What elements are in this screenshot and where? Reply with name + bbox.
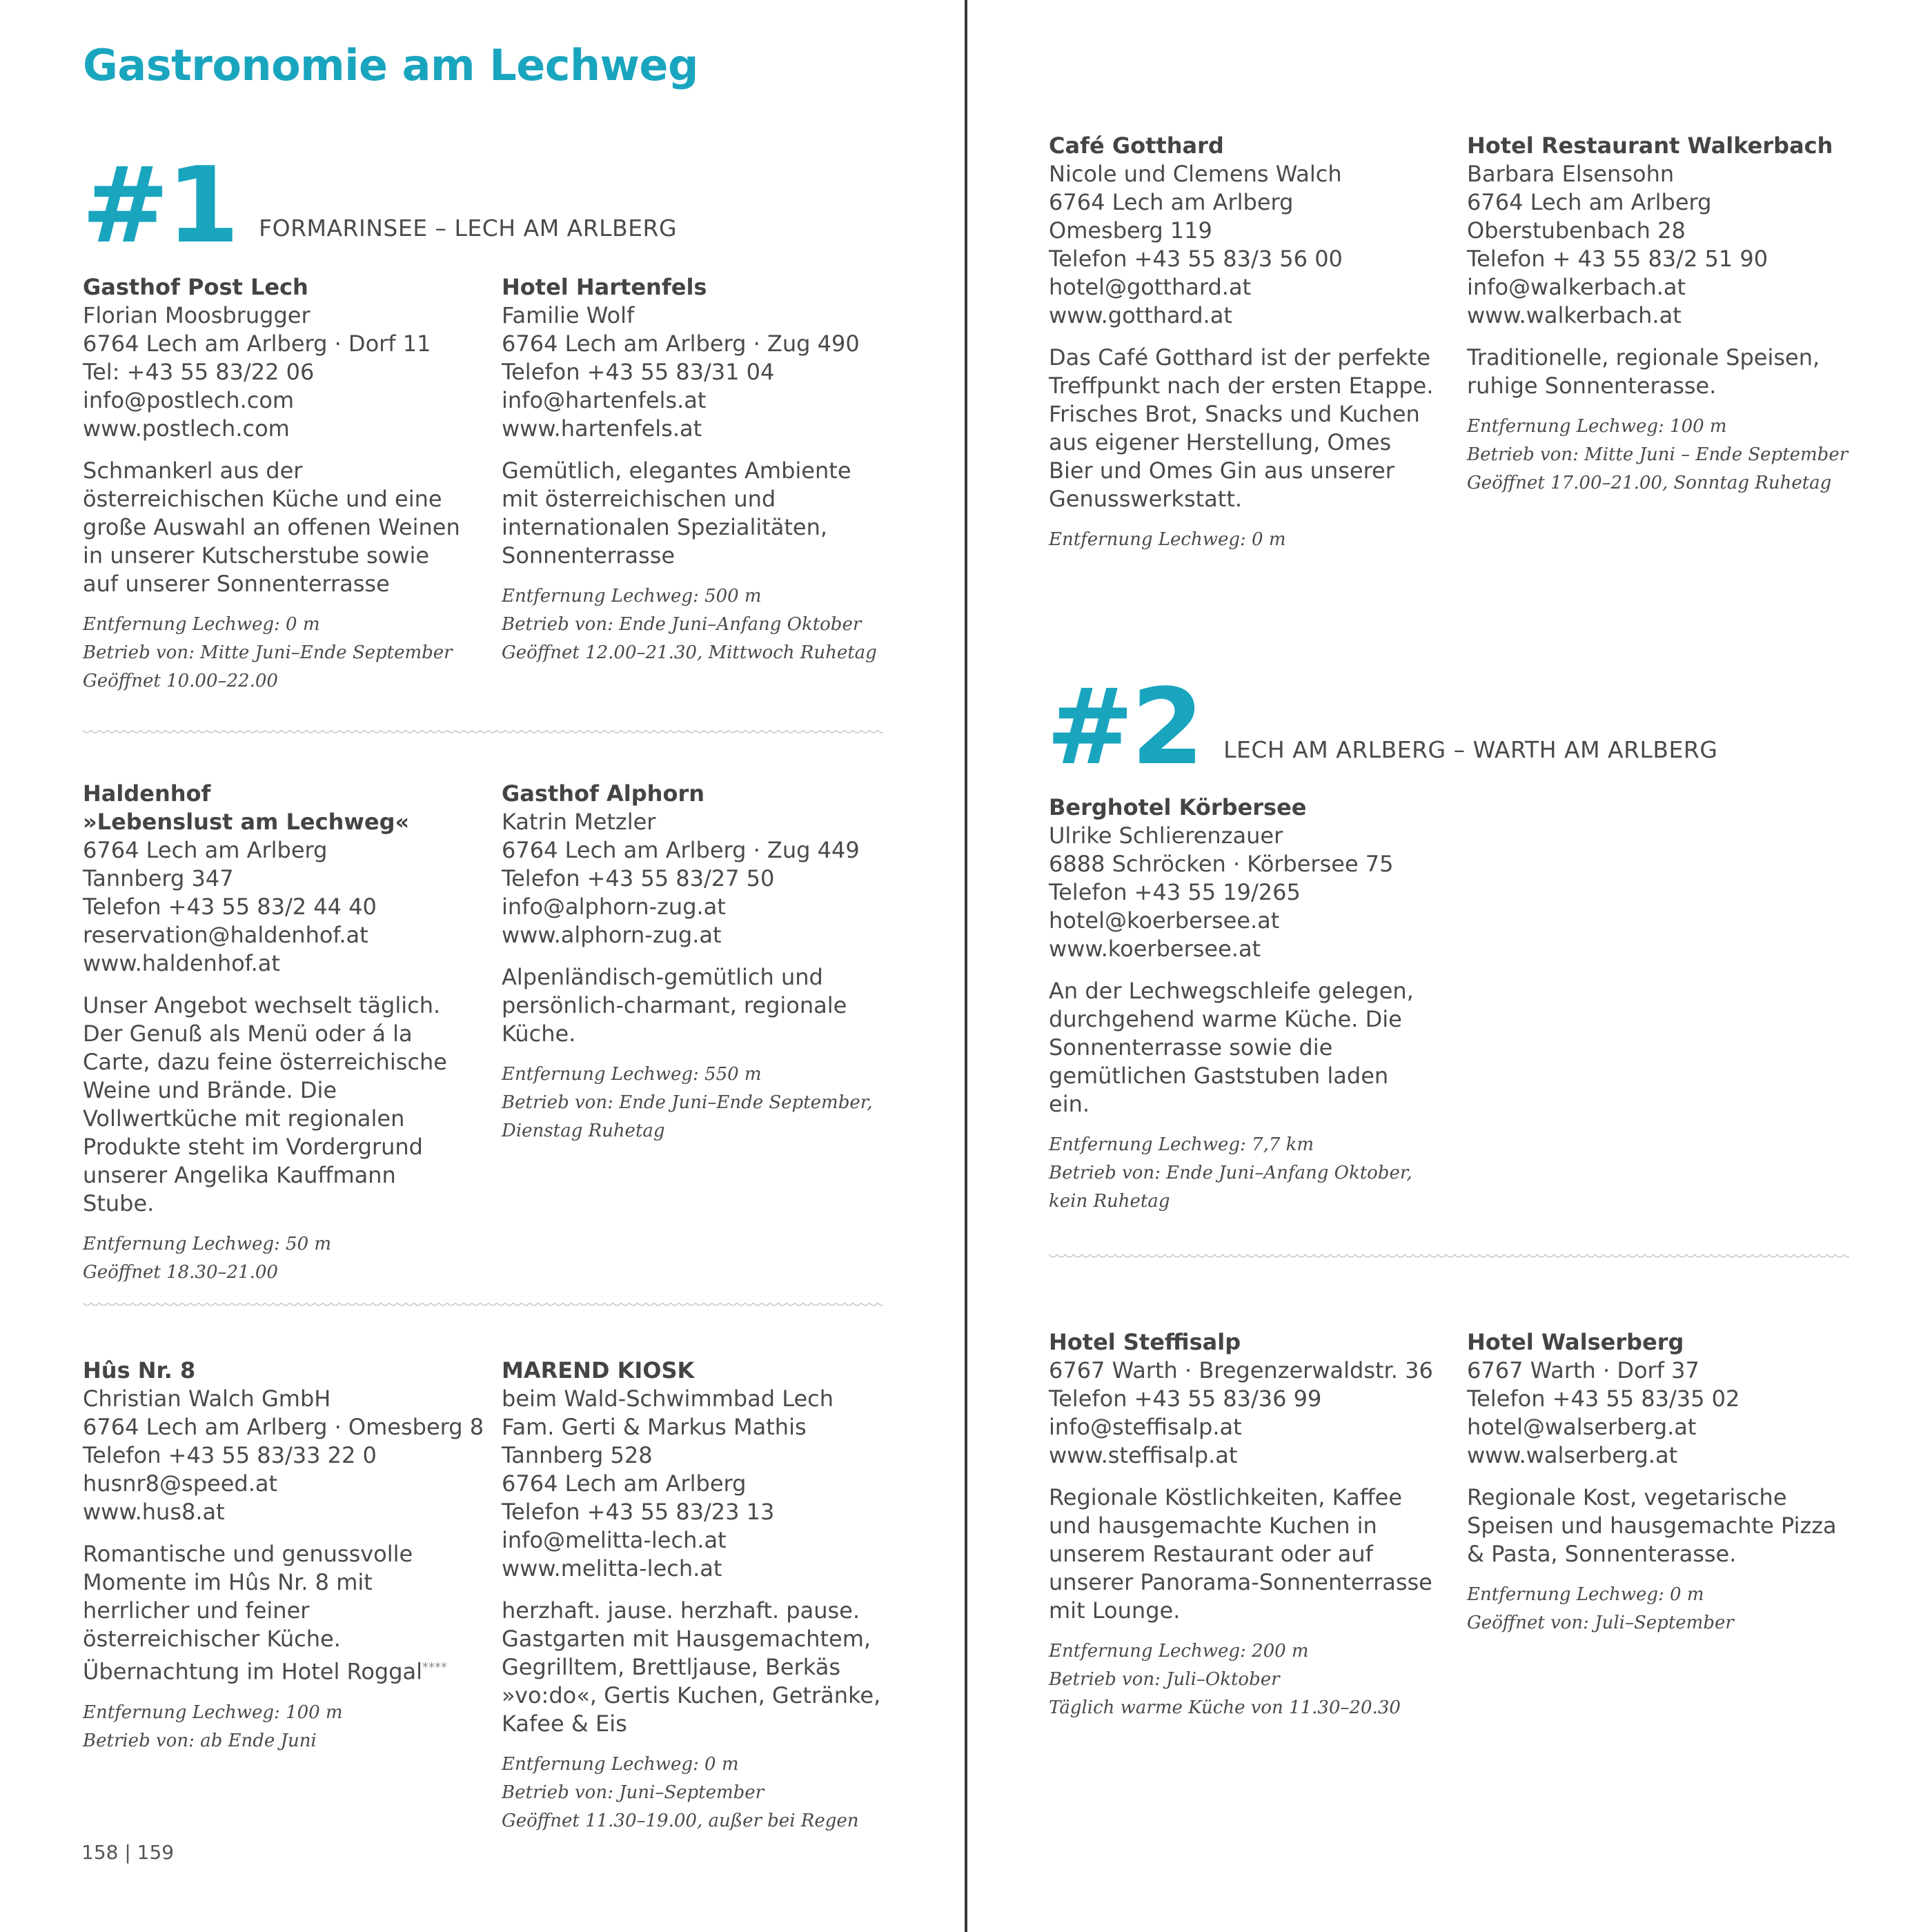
entry-hus-nr-8 bbox=[83, 1357, 484, 1755]
entry-email[interactable]: info@walkerbach.at bbox=[1467, 274, 1686, 300]
entry-address: 6764 Lech am Arlberg bbox=[83, 837, 328, 863]
entry-contact: Familie Wolf bbox=[502, 302, 635, 328]
entry-distance: Entfernung Lechweg: 0 m bbox=[1467, 1584, 1704, 1605]
entry-name: Café Gotthard bbox=[1049, 132, 1224, 159]
entry-street: Tannberg 528 bbox=[502, 1442, 653, 1468]
entry-email[interactable]: info@melitta-lech.at bbox=[502, 1527, 727, 1553]
entry-phone: Telefon +43 55 83/3 56 00 bbox=[1049, 246, 1343, 272]
entry-meta bbox=[502, 582, 888, 667]
entry-season: Betrieb von: ab Ende Juni bbox=[83, 1730, 317, 1751]
entry-hotel-steffisalp bbox=[1049, 1328, 1435, 1722]
entry-website[interactable]: www.postlech.com bbox=[83, 415, 290, 442]
entry-address: 6764 Lech am Arlberg bbox=[502, 1470, 747, 1497]
entry-phone: Telefon +43 55 83/2 44 40 bbox=[83, 894, 377, 920]
entry-distance: Entfernung Lechweg: 0 m bbox=[83, 614, 320, 635]
entry-description: Regionale Kost, vegetarische Speisen und hausgemachte Pizza & Pasta, Sonnenterasse. bbox=[1467, 1484, 1837, 1567]
section-1-title: FORMARINSEE – LECH AM ARLBERG bbox=[259, 215, 678, 241]
entry-location: beim Wald-Schwimmbad Lech bbox=[502, 1386, 834, 1412]
entry-description bbox=[83, 1540, 469, 1686]
entry-meta bbox=[502, 1751, 888, 1835]
entry-name: Gasthof Post Lech bbox=[83, 274, 308, 300]
entry-distance: Entfernung Lechweg: 200 m bbox=[1049, 1641, 1309, 1662]
entry-marend-kiosk bbox=[502, 1357, 888, 1835]
entry-hours: Geöffnet 10.00–22.00 bbox=[83, 671, 278, 691]
section-1-number: #1 bbox=[81, 144, 237, 266]
entry-cafe-gotthard bbox=[1049, 132, 1435, 554]
entry-phone: Telefon +43 55 19/265 bbox=[1049, 879, 1301, 905]
entry-address: 6764 Lech am Arlberg · Omesberg 8 bbox=[83, 1414, 484, 1440]
entry-description: Gemütlich, elegantes Ambiente mit österreichischen und internationalen Spezialitäten, Sonnenterrasse bbox=[502, 457, 851, 569]
section-2-title: LECH AM ARLBERG – WARTH AM ARLBERG bbox=[1223, 736, 1718, 763]
entry-website[interactable]: www.walserberg.at bbox=[1467, 1442, 1678, 1468]
entry-email[interactable]: info@postlech.com bbox=[83, 387, 295, 413]
entry-email[interactable]: info@steffisalp.at bbox=[1049, 1414, 1242, 1440]
entry-description: Regionale Köstlichkeiten, Kaffee und hausgemachte Kuchen in unserem Restaurant oder auf unserer Panorama-Sonnenterrasse mit Lounge. bbox=[1049, 1484, 1432, 1624]
section-2-number: #2 bbox=[1046, 666, 1202, 788]
entry-phone: Telefon +43 55 83/35 02 bbox=[1467, 1386, 1740, 1412]
entry-website[interactable]: www.hartenfels.at bbox=[502, 415, 702, 442]
entry-berghotel-koerbersee bbox=[1049, 793, 1435, 1216]
entry-season: Betrieb von: Juni–September bbox=[502, 1782, 765, 1803]
entry-contact: Christian Walch GmbH bbox=[83, 1386, 331, 1412]
entry-website[interactable]: www.melitta-lech.at bbox=[502, 1555, 722, 1581]
entry-gasthof-post-lech bbox=[83, 273, 469, 696]
entry-address: 6767 Warth · Bregenzerwaldstr. 36 bbox=[1049, 1357, 1433, 1383]
entry-contact: Fam. Gerti & Markus Mathis bbox=[502, 1414, 807, 1440]
entry-name: Gasthof Alphorn bbox=[502, 780, 704, 807]
entry-distance: Entfernung Lechweg: 0 m bbox=[502, 1754, 739, 1775]
entry-name: MAREND KIOSK bbox=[502, 1357, 695, 1383]
entry-meta bbox=[83, 1699, 469, 1755]
entry-description: herzhaft. jause. herzhaft. pause. Gastgarten mit Hausgemachtem, Gegrilltem, Brettljause, Berkäs »vo:do«, Gertis Kuchen, Getränke, Kafee & Eis bbox=[502, 1597, 881, 1737]
entry-hours: Geöffnet 11.30–19.00, außer bei Regen bbox=[502, 1811, 859, 1831]
entry-distance: Entfernung Lechweg: 100 m bbox=[1467, 416, 1727, 437]
entry-contact: Katrin Metzler bbox=[502, 809, 656, 835]
entry-meta bbox=[1049, 1637, 1435, 1722]
entry-meta bbox=[1467, 413, 1853, 497]
entry-contact: Barbara Elsensohn bbox=[1467, 161, 1675, 187]
entry-distance: Entfernung Lechweg: 500 m bbox=[502, 586, 762, 607]
entry-address: 6888 Schröcken · Körbersee 75 bbox=[1049, 851, 1394, 877]
entry-hours: Geöffnet 12.00–21.30, Mittwoch Ruhetag bbox=[502, 642, 877, 663]
entry-phone: Tel: +43 55 83/22 06 bbox=[83, 359, 315, 385]
entry-name: Hotel Restaurant Walkerbach bbox=[1467, 132, 1833, 159]
entry-distance: Entfernung Lechweg: 50 m bbox=[83, 1234, 332, 1254]
entry-hours: Täglich warme Küche von 11.30–20.30 bbox=[1049, 1697, 1401, 1718]
entry-meta bbox=[83, 611, 469, 696]
entry-description: An der Lechwegschleife gelegen, durchgehend warme Küche. Die Sonnenterrasse sowie die gemütlichen Gaststuben laden ein. bbox=[1049, 978, 1414, 1117]
entry-distance: Entfernung Lechweg: 100 m bbox=[83, 1702, 343, 1723]
entry-email[interactable]: hotel@walserberg.at bbox=[1467, 1414, 1697, 1440]
entry-website[interactable]: www.hus8.at bbox=[83, 1499, 225, 1525]
entry-distance: Entfernung Lechweg: 0 m bbox=[1049, 529, 1286, 550]
entry-meta bbox=[83, 1230, 469, 1287]
entry-hotel-walserberg bbox=[1467, 1328, 1853, 1637]
entry-contact: Nicole und Clemens Walch bbox=[1049, 161, 1342, 187]
entry-contact: Florian Moosbrugger bbox=[83, 302, 310, 328]
entry-name: Haldenhof bbox=[83, 780, 211, 807]
entry-hotel-walkerbach bbox=[1467, 132, 1853, 497]
entry-description: Unser Angebot wechselt täglich. Der Genuß als Menü oder á la Carte, dazu feine österreichische Weine und Brände. Die Vollwertküche mit regionalen Produkte steht im Vordergrund unserer Angelika Kauffmann Stube. bbox=[83, 992, 447, 1216]
entry-street: Oberstubenbach 28 bbox=[1467, 217, 1686, 244]
page-title: Gastronomie am Lechweg bbox=[83, 40, 698, 90]
section-2-header bbox=[1046, 666, 1718, 788]
entry-phone: Telefon + 43 55 83/2 51 90 bbox=[1467, 246, 1768, 272]
entry-hours: Geöffnet 18.30–21.00 bbox=[83, 1262, 278, 1283]
entry-hotel-hartenfels bbox=[502, 273, 888, 667]
entry-phone: Telefon +43 55 83/36 99 bbox=[1049, 1386, 1322, 1412]
entry-email[interactable]: reservation@haldenhof.at bbox=[83, 922, 368, 948]
entry-email[interactable]: hotel@gotthard.at bbox=[1049, 274, 1252, 300]
entry-name-subtitle: »Lebenslust am Lechweg« bbox=[83, 809, 410, 835]
entry-season: Betrieb von: Juli–Oktober bbox=[1049, 1669, 1280, 1690]
section-1-header bbox=[81, 144, 678, 266]
entry-season: Geöffnet von: Juli–September bbox=[1467, 1613, 1734, 1633]
entry-address: 6767 Warth · Dorf 37 bbox=[1467, 1357, 1699, 1383]
hotel-stars: **** bbox=[422, 1660, 448, 1675]
entry-restday: Dienstag Ruhetag bbox=[502, 1121, 665, 1141]
entry-website[interactable]: www.walkerbach.at bbox=[1467, 302, 1682, 328]
entry-season: Betrieb von: Ende Juni–Anfang Oktober, bbox=[1049, 1163, 1412, 1183]
entry-email[interactable]: info@alphorn-zug.at bbox=[502, 894, 726, 920]
entry-meta bbox=[1049, 1131, 1435, 1216]
entry-name: Hûs Nr. 8 bbox=[83, 1357, 196, 1383]
entry-restday: kein Ruhetag bbox=[1049, 1191, 1170, 1212]
entry-contact: Ulrike Schlierenzauer bbox=[1049, 822, 1283, 849]
entry-description: Das Café Gotthard ist der perfekte Treffpunkt nach der ersten Etappe. Frisches Brot, Snacks und Kuchen aus eigener Herstellung, Omes Bier und Omes Gin aus unserer Genusswerkstatt. bbox=[1049, 344, 1434, 512]
entry-meta bbox=[1467, 1581, 1853, 1637]
entry-name: Hotel Steffisalp bbox=[1049, 1329, 1241, 1355]
entry-address: 6764 Lech am Arlberg · Zug 449 bbox=[502, 837, 860, 863]
entry-season: Betrieb von: Mitte Juni–Ende September bbox=[83, 642, 453, 663]
entry-description: Alpenländisch-gemütlich und persönlich-charmant, regionale Küche. bbox=[502, 964, 847, 1047]
entry-haldenhof bbox=[83, 780, 469, 1287]
entry-name: Hotel Hartenfels bbox=[502, 274, 707, 300]
entry-description: Traditionelle, regionale Speisen, ruhige Sonnenterasse. bbox=[1467, 344, 1820, 399]
entry-distance: Entfernung Lechweg: 550 m bbox=[502, 1064, 762, 1085]
entry-email[interactable]: hotel@koerbersee.at bbox=[1049, 907, 1280, 934]
entry-website[interactable]: www.alphorn-zug.at bbox=[502, 922, 722, 948]
entry-name: Hotel Walserberg bbox=[1467, 1329, 1684, 1355]
entry-website[interactable]: www.steffisalp.at bbox=[1049, 1442, 1238, 1468]
entry-address: 6764 Lech am Arlberg bbox=[1467, 189, 1712, 215]
page-divider bbox=[965, 0, 967, 1932]
entry-phone: Telefon +43 55 83/31 04 bbox=[502, 359, 775, 385]
entry-phone: Telefon +43 55 83/33 22 0 bbox=[83, 1442, 377, 1468]
entry-description: Schmankerl aus der österreichischen Küche und eine große Auswahl an offenen Weinen in unserer Kutscherstube sowie auf unserer Sonnenterrasse bbox=[83, 457, 460, 597]
entry-website[interactable]: www.koerbersee.at bbox=[1049, 936, 1261, 962]
entry-address: 6764 Lech am Arlberg bbox=[1049, 189, 1294, 215]
wavy-separator bbox=[83, 1303, 883, 1310]
entry-phone: Telefon +43 55 83/27 50 bbox=[502, 865, 775, 891]
entry-meta bbox=[502, 1061, 888, 1145]
entry-street: Tannberg 347 bbox=[83, 865, 234, 891]
entry-hours: Geöffnet 17.00–21.00, Sonntag Ruhetag bbox=[1467, 473, 1832, 493]
entry-email[interactable]: husnr8@speed.at bbox=[83, 1470, 278, 1497]
entry-season: Betrieb von: Mitte Juni – Ende September bbox=[1467, 444, 1849, 465]
entry-address: 6764 Lech am Arlberg · Zug 490 bbox=[502, 331, 860, 357]
entry-name: Berghotel Körbersee bbox=[1049, 794, 1307, 820]
entry-gasthof-alphorn bbox=[502, 780, 888, 1145]
wavy-separator bbox=[83, 730, 883, 737]
entry-meta bbox=[1049, 526, 1435, 554]
entry-address: 6764 Lech am Arlberg · Dorf 11 bbox=[83, 331, 431, 357]
entry-season: Betrieb von: Ende Juni–Ende September, bbox=[502, 1092, 873, 1113]
entry-season: Betrieb von: Ende Juni–Anfang Oktober bbox=[502, 614, 862, 635]
entry-website[interactable]: www.gotthard.at bbox=[1049, 302, 1232, 328]
entry-street: Omesberg 119 bbox=[1049, 217, 1212, 244]
entry-email[interactable]: info@hartenfels.at bbox=[502, 387, 707, 413]
entry-website[interactable]: www.haldenhof.at bbox=[83, 950, 280, 976]
entry-distance: Entfernung Lechweg: 7,7 km bbox=[1049, 1134, 1314, 1155]
entry-phone: Telefon +43 55 83/23 13 bbox=[502, 1499, 775, 1525]
wavy-separator bbox=[1049, 1254, 1849, 1261]
page-number: 158 | 159 bbox=[81, 1841, 175, 1864]
entry-description-text: Romantische und genussvolle Momente im Hûs Nr. 8 mit herrlicher und feiner österreichischer Küche. Übernachtung im Hotel Roggal bbox=[83, 1541, 423, 1685]
